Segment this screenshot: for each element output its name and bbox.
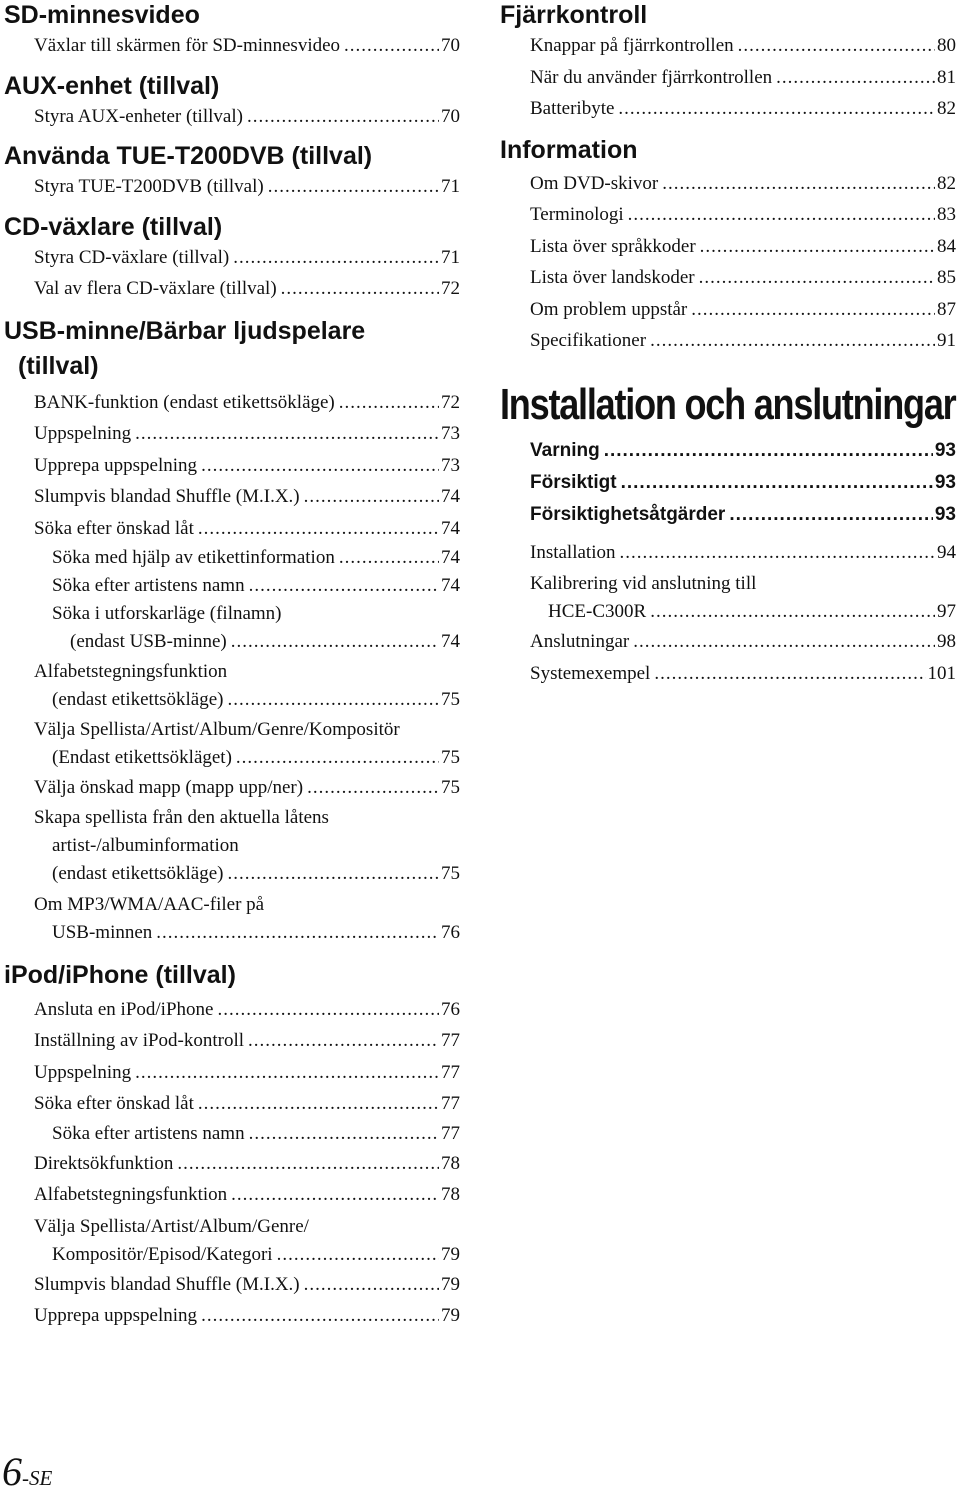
dot-leader [135,418,439,450]
toc-entry[interactable] [500,658,956,690]
toc-page-number: 93 [934,471,956,493]
toc-entry-line[interactable]: Kalibrering vid anslutning till [530,573,757,594]
toc-entry-title: Försiktighetsåtgärder [530,503,726,525]
toc-entry[interactable] [4,1088,460,1120]
toc-entry[interactable] [4,101,460,133]
toc-page-number: 91 [937,330,956,351]
toc-entry[interactable] [500,231,956,263]
toc-entry[interactable] [4,30,460,62]
toc-page-number: 82 [937,98,956,119]
toc-entry-title: HCE-C300R [548,601,647,622]
toc-entry-title: Ansluta en iPod/iPhone [34,998,214,1020]
dot-leader [618,93,935,125]
dot-leader [344,30,439,62]
toc-entry-title: Anslutningar [530,631,630,652]
toc-entry[interactable] [4,273,460,305]
toc-page-number: 74 [441,575,460,596]
toc-entry[interactable] [500,62,956,94]
toc-entry[interactable] [500,626,956,658]
page-suffix: -SE [22,1466,53,1490]
toc-entry-title: Styra TUE-T200DVB (tillval) [34,176,264,197]
toc-page-number: 78 [441,1184,460,1205]
toc-entry-title: Knappar på fjärrkontrollen [530,35,734,56]
toc-page-number: 70 [441,35,460,56]
toc-page-number: 79 [441,1273,460,1295]
toc-entry-title: Batteribyte [530,98,615,119]
toc-entry[interactable] [500,435,956,467]
toc-page-number: 75 [441,862,460,884]
toc-entry[interactable] [4,860,460,888]
toc-entry-title: Upprepa uppspelning [34,454,198,476]
page-footer [2,1448,52,1495]
toc-entry[interactable] [4,1300,460,1332]
dot-leader [628,199,935,231]
toc-entry[interactable] [4,628,460,656]
toc-entry[interactable] [4,544,460,572]
toc-entry[interactable] [4,242,460,274]
toc-entry[interactable] [500,93,956,125]
dot-leader [621,467,933,499]
toc-entry-title: Kompositör/Episod/Kategori [52,1243,273,1265]
toc-page-number: 74 [441,486,460,507]
toc-entry[interactable] [500,30,956,62]
toc-entry-title: USB-minnen [52,921,153,943]
toc-entry[interactable] [4,772,460,804]
toc-entry-title: (endast etikettsökläge) [52,862,224,884]
dot-leader [201,450,439,482]
toc-entry[interactable] [4,1025,460,1057]
toc-page-number: 77 [441,1030,460,1051]
dot-leader [231,628,439,656]
toc-entry-title: Växlar till skärmen för SD-minnesvideo [34,35,341,56]
dot-leader [198,1088,439,1120]
toc-page-number: 79 [441,1305,460,1326]
dot-leader [247,101,439,133]
toc-entry-title: Installation [530,541,616,563]
toc-entry[interactable] [500,199,956,231]
toc-entry[interactable] [4,572,460,600]
toc-page-number: 101 [927,662,956,684]
toc-page-number: 74 [441,547,460,568]
dot-leader [339,544,439,572]
dot-leader [738,30,935,62]
toc-page-number: 70 [441,105,460,127]
dot-leader [619,537,935,569]
toc-entry-title: Uppspelning [34,423,132,444]
dot-leader [227,860,439,888]
page-number: 6 [2,1449,22,1494]
dot-leader [201,1300,439,1332]
toc-entry-title: Om DVD-skivor [530,172,659,194]
toc-entry[interactable] [4,1148,460,1180]
toc-page-number: 74 [441,631,460,652]
toc-entry-title: Slumpvis blandad Shuffle (M.I.X.) [34,486,300,507]
toc-entry-title: När du använder fjärrkontrollen [530,66,773,88]
toc-entry-title: Söka efter önskad låt [34,517,194,539]
toc-entry[interactable] [4,481,460,513]
toc-entry-line[interactable]: Om MP3/WMA/AAC-filer på [34,893,265,915]
toc-entry-title: Direktsökfunktion [34,1152,174,1174]
section-heading-usb: USB-minne/Bärbar ljudspelare [4,316,366,345]
toc-entry[interactable] [4,1120,460,1148]
section-heading-tue: Använda TUE-T200DVB (tillval) [4,142,373,170]
toc-entry[interactable] [4,919,460,947]
toc-entry-title: BANK-funktion (endast etikettsökläge) [34,391,335,413]
toc-page-number: 98 [937,631,956,652]
toc-page-number: 97 [937,601,956,622]
toc-page-number: 77 [441,1122,460,1144]
dot-leader [633,626,935,658]
toc-page-number: 87 [937,298,956,320]
toc-entry-title: Styra CD-växlare (tillval) [34,246,230,268]
toc-page-number: 83 [937,204,956,225]
toc-page-number: 93 [934,439,956,461]
dot-leader [776,62,935,94]
toc-entry[interactable] [500,499,956,531]
toc-entry[interactable] [500,262,956,294]
dot-leader [700,231,935,263]
dot-leader [135,1057,439,1089]
dot-leader [236,744,439,772]
toc-entry[interactable] [4,1179,460,1211]
toc-entry-title: (endast etikettsökläge) [52,689,224,710]
toc-entry-title: Försiktigt [530,471,617,493]
toc-page-number: 71 [441,176,460,197]
toc-entry[interactable] [4,418,460,450]
toc-entry-title: Välja önskad mapp (mapp upp/ner) [34,777,304,798]
toc-page-number: 72 [441,391,460,413]
toc-entry[interactable] [500,467,956,499]
toc-page-number: 74 [441,517,460,539]
dot-leader [198,513,439,545]
toc-page-number: 77 [441,1061,460,1083]
toc-entry-title: Specifikationer [530,330,647,351]
toc-entry-title: Söka efter artistens namn [52,575,245,596]
toc-entry-title: (endast USB-minne) [70,631,227,652]
toc-entry-title: Lista över landskoder [530,267,695,288]
toc-page-number: 85 [937,267,956,288]
toc-entry-title: Varning [530,439,600,461]
toc-entry-title: Styra AUX-enheter (tillval) [34,105,243,127]
toc-entry[interactable] [500,598,956,626]
dot-leader [249,572,439,600]
toc-entry-line[interactable]: Skapa spellista från den aktuella låtens [34,806,329,828]
toc-entry-title: (Endast etikettsökläget) [52,747,232,768]
toc-entry-title: Slumpvis blandad Shuffle (M.I.X.) [34,1273,300,1295]
toc-entry-title: Alfabetstegningsfunktion [34,1184,228,1205]
toc-entry-title: Uppspelning [34,1061,132,1083]
dot-leader [277,1241,439,1269]
section-heading-ipod: iPod/iPhone (tillval) [4,960,236,989]
dot-leader [217,994,439,1026]
toc-entry-title: Söka efter artistens namn [52,1122,245,1144]
dot-leader [662,168,935,200]
toc-entry-line[interactable]: Välja Spellista/Artist/Album/Genre/ [34,1215,309,1237]
toc-entry-line[interactable]: Välja Spellista/Artist/Album/Genre/Kompositör [34,719,400,740]
toc-entry[interactable] [4,171,460,203]
toc-entry[interactable] [4,513,460,545]
dot-leader [248,1025,439,1057]
toc-page-number: 76 [441,921,460,943]
dot-leader [604,435,933,467]
dot-leader [729,499,933,531]
toc-entry[interactable] [4,1057,460,1089]
section-heading-aux: AUX-enhet (tillval) [4,71,220,100]
dot-leader [281,273,439,305]
toc-page-number: 73 [441,423,460,444]
toc-page-number: 79 [441,1243,460,1265]
dot-leader [339,387,439,419]
dot-leader [304,481,439,513]
toc-page-number: 78 [441,1152,460,1174]
right-column [500,0,956,689]
dot-leader [233,242,439,274]
section-heading-info: Information [500,135,638,164]
toc-entry[interactable] [4,450,460,482]
toc-entry-title: Upprepa uppspelning [34,1305,198,1326]
toc-page-number: 93 [934,503,956,525]
toc-entry-title: Systemexempel [530,662,651,684]
dot-leader [654,658,925,690]
toc-page-number: 75 [441,689,460,710]
dot-leader [691,294,935,326]
left-column [4,0,460,1332]
toc-entry[interactable] [500,294,956,326]
toc-entry[interactable] [4,387,460,419]
toc-entry-line[interactable]: Söka i utforskarläge (filnamn) [52,603,282,624]
toc-entry-title: Inställning av iPod-kontroll [34,1030,245,1051]
toc-entry-title: Terminologi [530,204,624,225]
dot-leader [227,686,439,714]
toc-entry[interactable] [500,537,956,569]
dot-leader [156,919,439,947]
toc-page-number: 81 [937,66,956,88]
toc-entry[interactable] [4,1269,460,1301]
chapter-heading-installation: Installation och anslutningar [500,379,956,429]
toc-entry[interactable] [4,686,460,714]
toc-page-number: 71 [441,246,460,268]
toc-entry-title: Söka med hjälp av etikettinformation [52,547,335,568]
toc-page-number: 77 [441,1093,460,1114]
toc-entry[interactable] [4,994,460,1026]
toc-entry[interactable] [500,325,956,357]
toc-entry[interactable] [4,1241,460,1269]
toc-page-number: 75 [441,777,460,798]
toc-entry-title: Lista över språkkoder [530,235,696,257]
section-heading-sd: SD-minnesvideo [4,1,200,29]
dot-leader [307,772,439,804]
toc-entry-title: Söka efter önskad låt [34,1093,194,1114]
toc-entry-title: Om problem uppstår [530,298,688,320]
dot-leader [650,325,935,357]
toc-page-number: 80 [937,35,956,56]
toc-page-number: 73 [441,454,460,476]
toc-page-number: 72 [441,278,460,299]
section-heading-remote: Fjärrkontroll [500,1,648,29]
toc-entry-line[interactable]: Alfabetstegningsfunktion [34,661,228,682]
dot-leader [650,598,935,626]
dot-leader [177,1148,439,1180]
section-heading-usb-cont: (tillval) [18,351,99,380]
dot-leader [249,1120,439,1148]
dot-leader [231,1179,439,1211]
toc-page-number: 75 [441,747,460,768]
toc-page-number: 76 [441,998,460,1020]
toc-entry[interactable] [4,744,460,772]
dot-leader [268,171,439,203]
toc-page-number: 84 [937,235,956,257]
toc-entry-line[interactable]: artist-/albuminformation [52,834,239,856]
dot-leader [699,262,935,294]
dot-leader [304,1269,439,1301]
section-heading-cd: CD-växlare (tillval) [4,212,223,241]
toc-entry-title: Val av flera CD-växlare (tillval) [34,278,277,299]
toc-entry[interactable] [500,168,956,200]
toc-page-number: 82 [937,172,956,194]
toc-page-number: 94 [937,541,956,563]
